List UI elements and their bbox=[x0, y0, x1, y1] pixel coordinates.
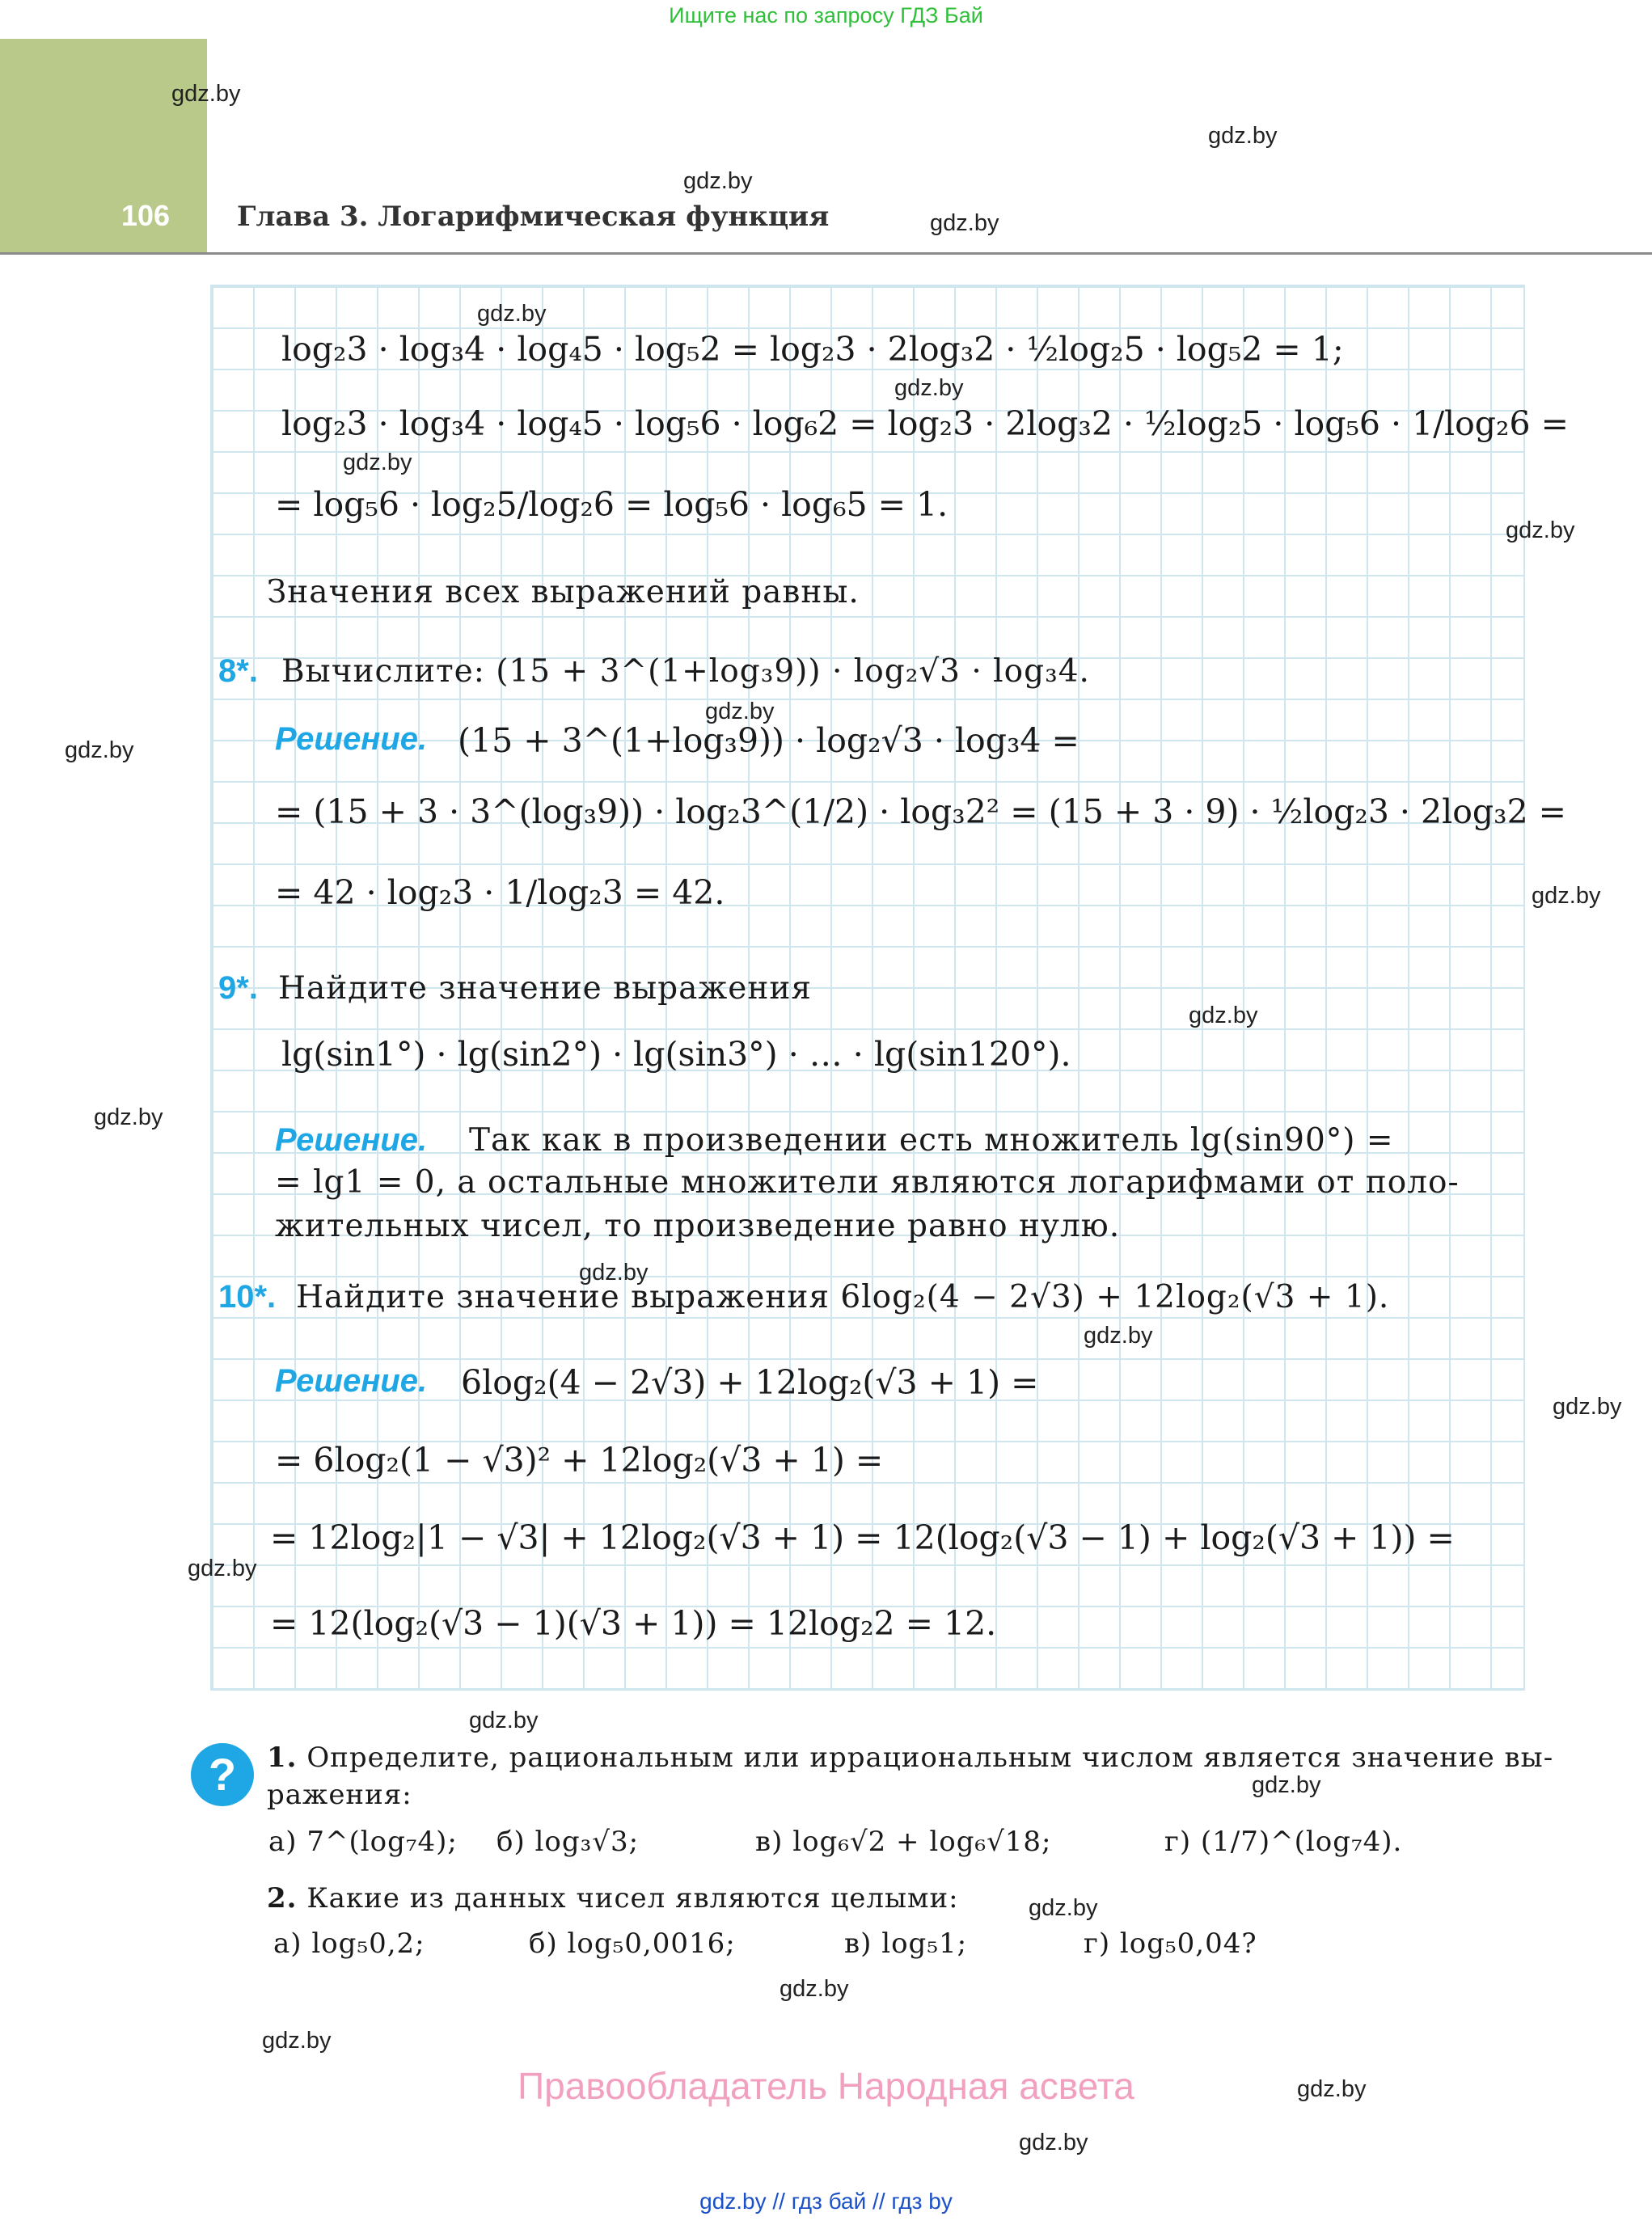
task-8-number: 8*. bbox=[218, 653, 258, 689]
conclusion-text: Значения всех выражений равны. bbox=[267, 574, 860, 610]
task-10-solution-line-3: = 12log₂|1 − √3| + 12log₂(√3 + 1) = 12(log₂(√3 − 1) + log₂(√3 + 1)) = bbox=[270, 1518, 1455, 1557]
footer-links: gdz.by // гдз бай // гдз by bbox=[699, 2189, 953, 2214]
question-2-option-b: б) log₅0,0016; bbox=[529, 1927, 736, 1960]
task-9-text: Найдите значение выражения bbox=[278, 970, 812, 1007]
watermark: gdz.by bbox=[1084, 1323, 1153, 1349]
watermark: gdz.by bbox=[780, 1976, 849, 2002]
watermark: gdz.by bbox=[1297, 2076, 1367, 2102]
page-number: 106 bbox=[121, 199, 171, 232]
question-1 bbox=[267, 1742, 1553, 1774]
watermark: gdz.by bbox=[1252, 1772, 1321, 1798]
watermark: gdz.by bbox=[188, 1556, 257, 1581]
watermark: gdz.by bbox=[343, 450, 412, 475]
watermark: gdz.by bbox=[705, 699, 775, 724]
task-8-solution-line-1: (15 + 3^(1+log₃9)) · log₂√3 · log₃4 = bbox=[458, 721, 1080, 760]
watermark: gdz.by bbox=[1019, 2130, 1088, 2155]
watermark: gdz.by bbox=[1553, 1394, 1622, 1420]
watermark: gdz.by bbox=[579, 1260, 649, 1286]
task-8-text: Вычислите: (15 + 3^(1+log₃9)) · log₂√3 · log₃4. bbox=[281, 653, 1090, 690]
watermark: gdz.by bbox=[262, 2028, 332, 2054]
task-10-solution-label: Решение. bbox=[275, 1363, 428, 1399]
task-10-solution-line-1: 6log₂(4 − 2√3) + 12log₂(√3 + 1) = bbox=[461, 1363, 1039, 1402]
watermark: gdz.by bbox=[65, 737, 134, 763]
question-1-option-c: в) log₆√2 + log₆√18; bbox=[755, 1826, 1052, 1858]
task-9-solution-label: Решение. bbox=[275, 1122, 428, 1158]
chapter-title: Глава 3. Логарифмическая функция bbox=[237, 201, 830, 233]
question-2-option-a: а) log₅0,2; bbox=[273, 1927, 425, 1960]
question-1-line-2: ражения: bbox=[267, 1779, 412, 1811]
task-9-number: 9*. bbox=[218, 970, 258, 1006]
question-1-option-b: б) log₃√3; bbox=[496, 1826, 640, 1858]
watermark: gdz.by bbox=[171, 81, 241, 107]
task-10-number: 10*. bbox=[218, 1279, 277, 1315]
task-8-solution-label: Решение. bbox=[275, 721, 428, 757]
question-1-number: 1. bbox=[267, 1742, 298, 1774]
question-2-number: 2. bbox=[267, 1882, 298, 1915]
watermark: gdz.by bbox=[894, 375, 964, 401]
watermark: gdz.by bbox=[469, 1708, 539, 1733]
question-2-option-c: в) log₅1; bbox=[844, 1927, 968, 1960]
question-2 bbox=[267, 1882, 959, 1915]
question-1-option-d: г) (1/7)^(log₇4). bbox=[1164, 1826, 1403, 1858]
question-2-option-d: г) log₅0,04? bbox=[1084, 1927, 1257, 1960]
watermark: gdz.by bbox=[1532, 883, 1601, 909]
page-corner-block bbox=[0, 39, 207, 254]
equation-line-1: log₂3 · log₃4 · log₄5 · log₅2 = log₂3 · 2log₃2 · ½log₂5 · log₅2 = 1; bbox=[281, 330, 1344, 369]
equation-line-3: = log₅6 · log₂5/log₂6 = log₅6 · log₆5 = 1. bbox=[275, 485, 949, 524]
task-9-expression: lg(sin1°) · lg(sin2°) · lg(sin3°) · … · lg(sin120°). bbox=[281, 1035, 1071, 1074]
watermark: gdz.by bbox=[477, 301, 547, 327]
question-2-line: Какие из данных чисел являются целыми: bbox=[306, 1882, 959, 1915]
watermark: gdz.by bbox=[1208, 123, 1278, 149]
task-8-solution-line-2: = (15 + 3 · 3^(log₃9)) · log₂3^(1/2) · log₃2² = (15 + 3 · 9) · ½log₂3 · 2log₃2 = bbox=[275, 792, 1567, 831]
question-1-option-a: а) 7^(log₇4); bbox=[268, 1826, 458, 1858]
task-10-solution-line-4: = 12(log₂(√3 − 1)(√3 + 1)) = 12log₂2 = 12. bbox=[270, 1604, 997, 1643]
watermark: gdz.by bbox=[1189, 1003, 1258, 1028]
watermark: gdz.by bbox=[1029, 1895, 1098, 1921]
task-10-text: Найдите значение выражения 6log₂(4 − 2√3) + 12log₂(√3 + 1). bbox=[296, 1279, 1390, 1315]
task-10-solution-line-2: = 6log₂(1 − √3)² + 12log₂(√3 + 1) = bbox=[275, 1441, 884, 1480]
header-divider bbox=[0, 252, 1652, 255]
task-9-solution-line-1: Так как в произведении есть множитель lg(sin90°) = bbox=[469, 1122, 1394, 1159]
task-9-solution-line-3: жительных чисел, то произведение равно нулю. bbox=[275, 1208, 1121, 1244]
question-badge-icon: ? bbox=[191, 1743, 254, 1806]
watermark: gdz.by bbox=[1506, 517, 1575, 543]
equation-line-2: log₂3 · log₃4 · log₄5 · log₅6 · log₆2 = log₂3 · 2log₃2 · ½log₂5 · log₅6 · 1/log₂6 = bbox=[281, 404, 1569, 443]
question-1-line-1: Определите, рациональным или иррациональным числом является значение вы- bbox=[306, 1742, 1554, 1774]
watermark: gdz.by bbox=[930, 210, 999, 236]
task-8-solution-line-3: = 42 · log₂3 · 1/log₂3 = 42. bbox=[275, 873, 725, 912]
top-banner: Ищите нас по запросу ГДЗ Бай bbox=[669, 3, 983, 27]
watermark: gdz.by bbox=[683, 168, 753, 194]
task-9-solution-line-2: = lg1 = 0, а остальные множители являются логарифмами от поло- bbox=[275, 1164, 1460, 1201]
copyright-notice: Правообладатель Народная асвета bbox=[518, 2065, 1134, 2107]
watermark: gdz.by bbox=[94, 1104, 163, 1130]
